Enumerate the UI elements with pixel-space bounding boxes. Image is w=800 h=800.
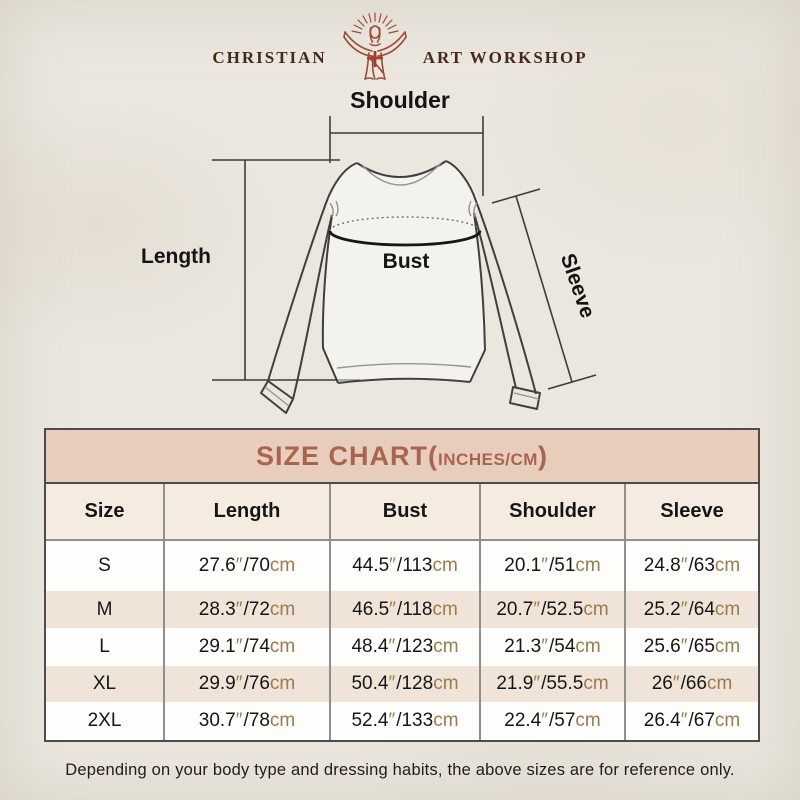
sleeve-cell: 25.6 ″ / 65 cm — [624, 628, 758, 666]
sweatshirt-measurement-diagram — [0, 85, 800, 430]
table-row — [46, 702, 758, 740]
sleeve-cell: 26 ″ / 66 cm — [624, 666, 758, 702]
sleeve-label: Sleeve — [555, 250, 600, 322]
table-row — [46, 666, 758, 702]
bust-cell: 44.5 ″ / 113 cm — [329, 541, 479, 591]
table-header-row — [46, 484, 758, 541]
length-cell: 28.3 ″ / 72 cm — [163, 591, 329, 628]
title-main: SIZE CHART( — [256, 441, 439, 471]
shoulder-cell: 21.3 ″ / 54 cm — [479, 628, 624, 666]
col-header-length: Length — [163, 484, 329, 539]
shoulder-cell: 20.1 ″ / 51 cm — [479, 541, 624, 591]
size-chart-table — [44, 428, 760, 742]
size-cell: S — [98, 555, 111, 576]
table-row — [46, 541, 758, 591]
shoulder-label: Shoulder — [350, 87, 450, 113]
length-cell: 27.6 ″ / 70 cm — [163, 541, 329, 591]
table-row — [46, 628, 758, 666]
title-close: ) — [537, 441, 548, 471]
length-cell: 29.9 ″ / 76 cm — [163, 666, 329, 702]
shoulder-cell: 22.4 ″ / 57 cm — [479, 702, 624, 740]
bust-cell: 46.5 ″ / 118 cm — [329, 591, 479, 628]
brand-name-right: ART WORKSHOP — [422, 48, 588, 67]
bust-cell: 48.4 ″ / 123 cm — [329, 628, 479, 666]
brand-name-left: CHRISTIAN — [212, 48, 327, 67]
sleeve-cell: 26.4 ″ / 67 cm — [624, 702, 758, 740]
brand-header — [0, 8, 800, 86]
size-cell: M — [96, 598, 113, 620]
bust-cell: 52.4 ″ / 133 cm — [329, 702, 479, 740]
length-cell: 30.7 ″ / 78 cm — [163, 702, 329, 740]
size-cell: XL — [92, 673, 117, 694]
length-label: Length — [141, 245, 211, 268]
bust-label: Bust — [382, 250, 430, 273]
title-units: INCHES/CM — [438, 450, 538, 469]
col-header-bust: Bust — [329, 484, 479, 539]
bust-cell: 50.4 ″ / 128 cm — [329, 666, 479, 702]
sleeve-cell: 25.2 ″ / 64 cm — [624, 591, 758, 628]
size-cell: 2XL — [87, 710, 122, 731]
shoulder-cell: 20.7 ″ / 52.5 cm — [479, 591, 624, 628]
size-chart-title — [46, 430, 758, 484]
col-header-shoulder: Shoulder — [479, 484, 624, 539]
sleeve-cell: 24.8 ″ / 63 cm — [624, 541, 758, 591]
col-header-sleeve: Sleeve — [624, 484, 758, 539]
jesus-figure-icon — [336, 10, 414, 84]
shoulder-cell: 21.9 ″ / 55.5 cm — [479, 666, 624, 702]
reference-note: Depending on your body type and dressing habits, the above sizes are for reference only. — [65, 761, 735, 779]
size-cell: L — [99, 636, 110, 657]
table-row — [46, 591, 758, 628]
length-cell: 29.1 ″ / 74 cm — [163, 628, 329, 666]
col-header-size: Size — [84, 500, 125, 522]
